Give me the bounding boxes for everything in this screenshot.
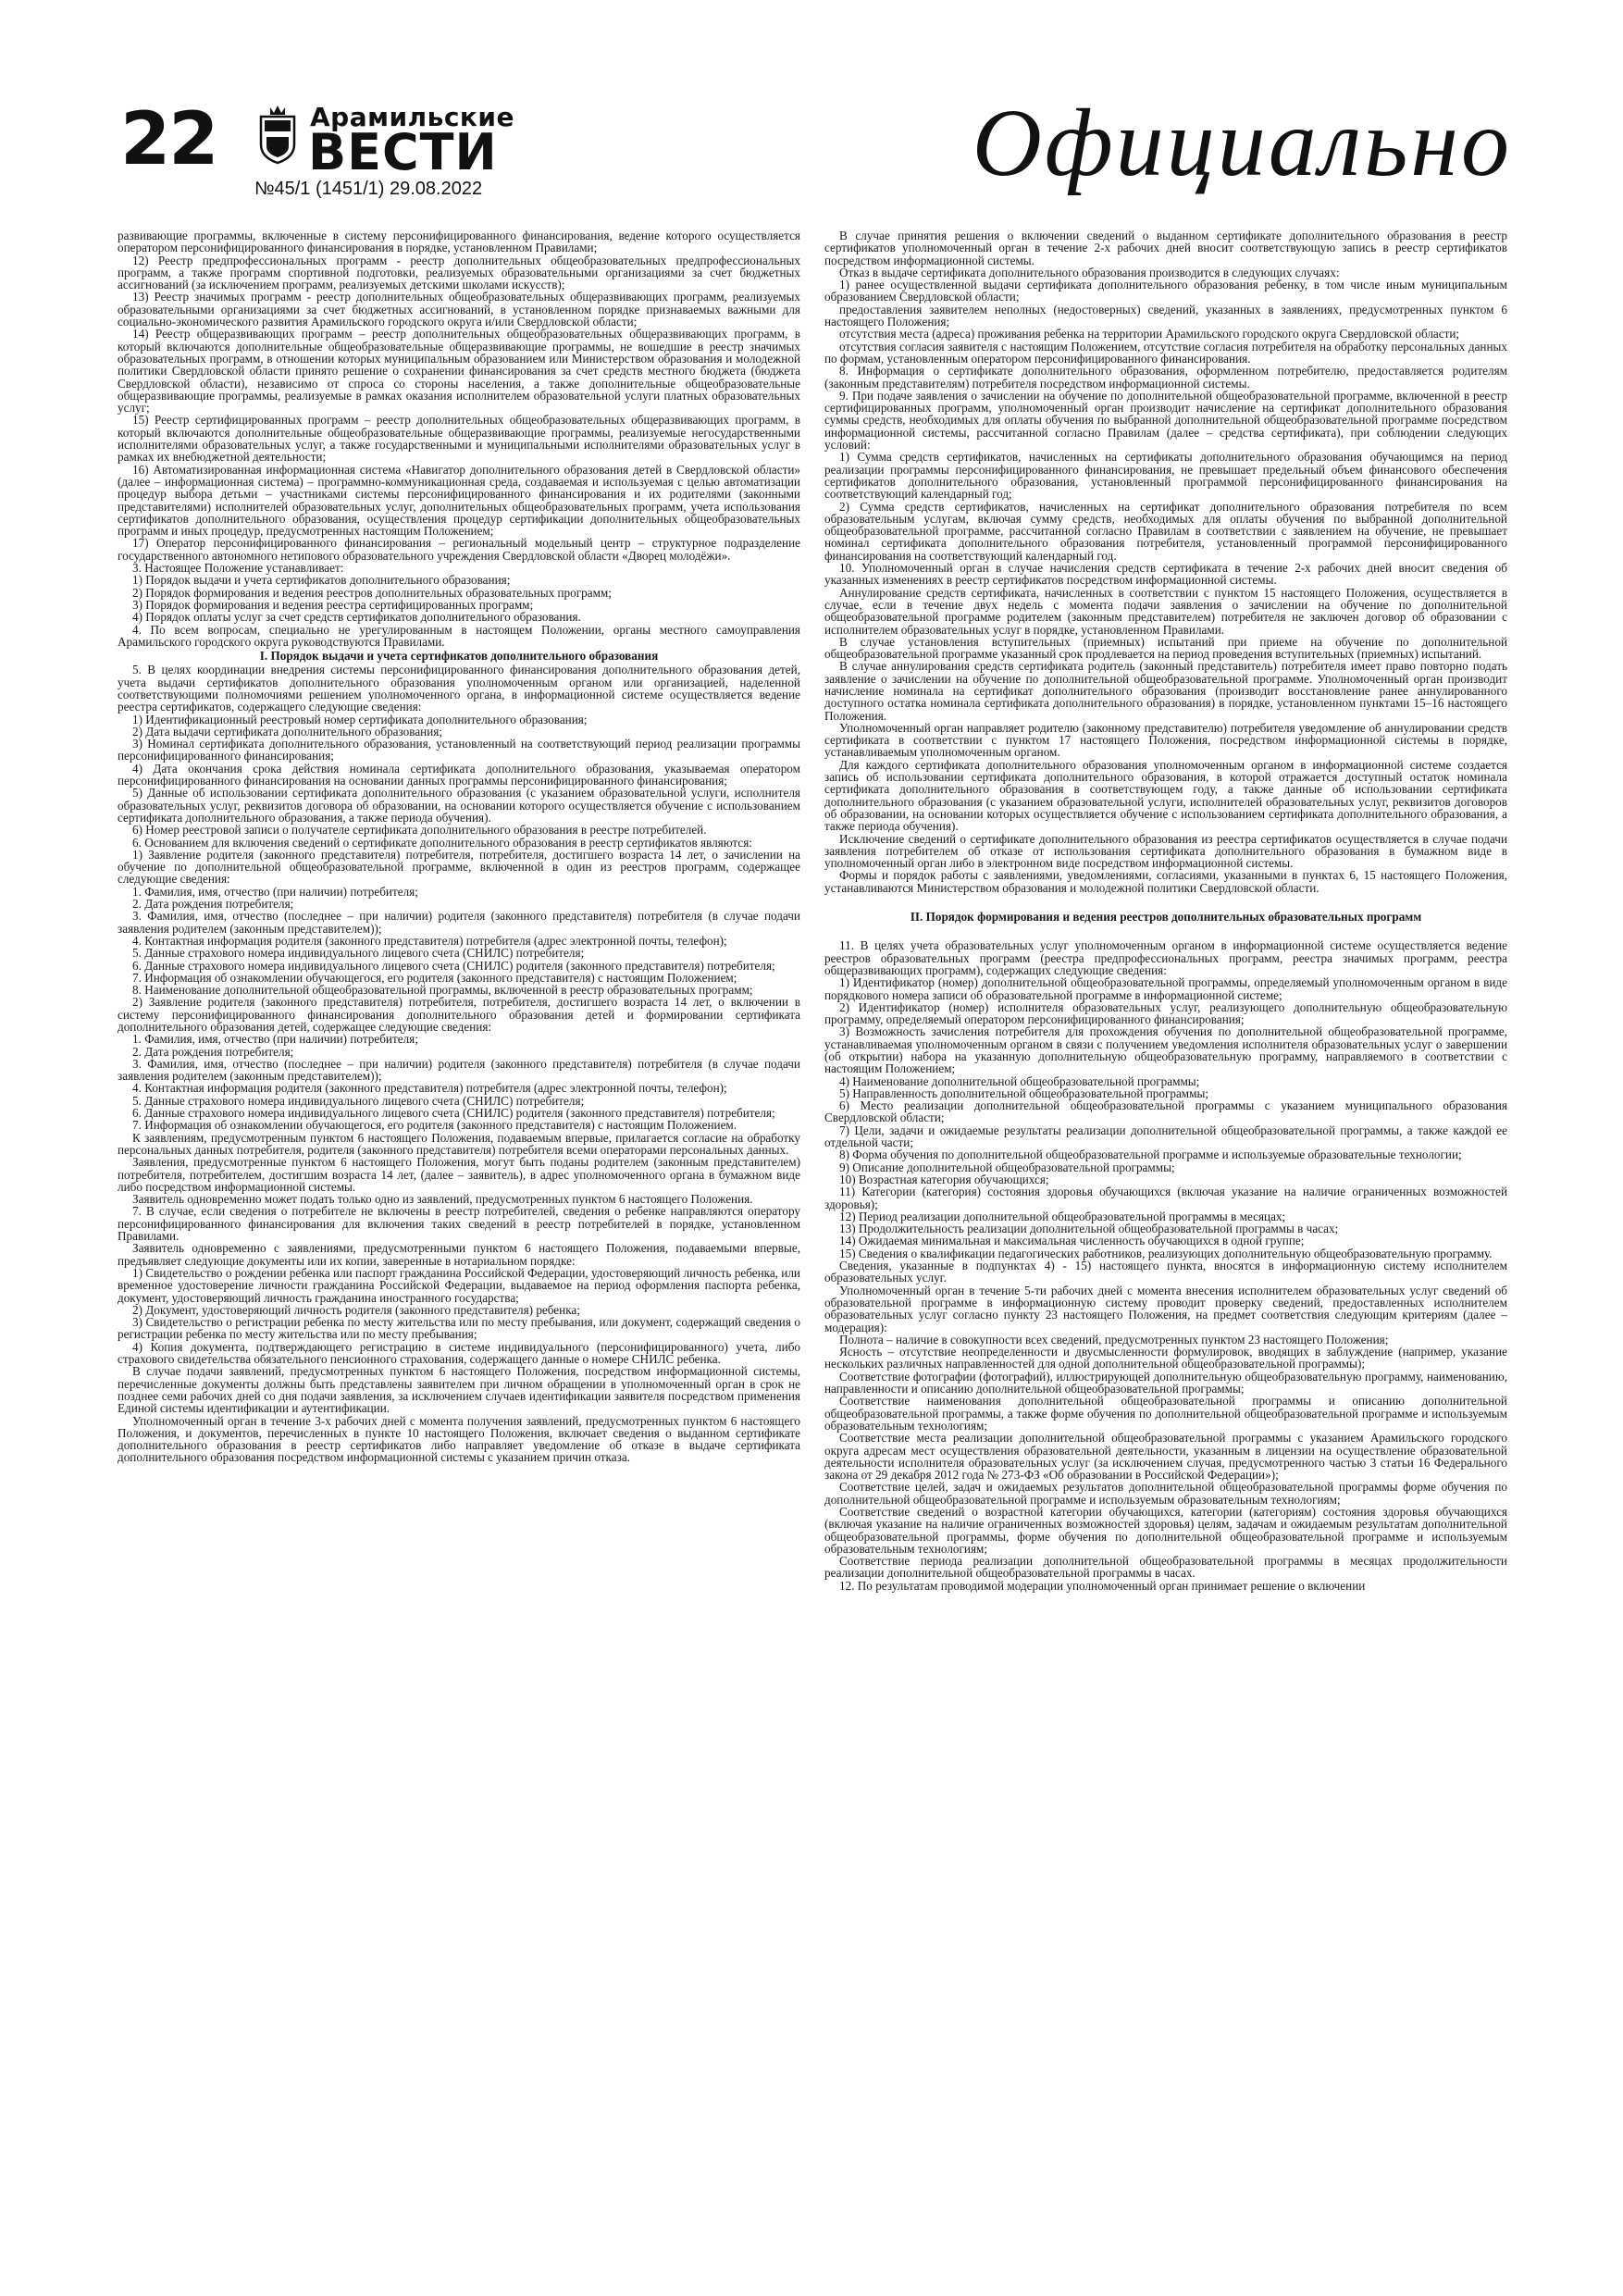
paragraph: 3) Порядок формирования и ведения реестра сертифицированных программ; — [132, 597, 534, 612]
paragraph: 10. Уполномоченный орган в случае начисления средств сертификата в течение 2-х рабочих дней вносит сведения об указанных изменениях в реестр сертификатов посредством информационной системы. — [824, 561, 1507, 588]
paragraph: 4. По всем вопросам, специально не урегулированным в настоящем Положении, органы местного самоуправления Арамильского городского округа руководствуются Правилами. — [118, 622, 800, 649]
paragraph: Соответствие сведений о возрастной категории обучающихся, категории (категориям) состояния здоровья обучающихся (включая указание на наличие ограниченных возможностей здоровья) целям, задачам и ожидаемым результатам дополнительной общеобразовательной программы, форме обучения по дополнительной общеобразовательной программе и используемым образовательным технологиям; — [824, 1504, 1507, 1556]
paragraph: 1) Заявление родителя (законного представителя) потребителя, потребителя, достигшего возраста 14 лет, о зачислении на обучение по дополнительной общеобразовательной программе, включенной в один из реестров программ, содержащее следующие сведения: — [118, 847, 800, 887]
paragraph: Заявитель одновременно с заявлениями, предусмотренными пунктом 6 настоящего Положения, подаваемыми впервые, предъявляет следующие документы или их копии, заверенные в нотариальном порядке: — [118, 1241, 800, 1268]
paragraph: 7) Цели, задачи и ожидаемые результаты реализации дополнительной общеобразовательной программы, а также каждой ее отдельной части; — [824, 1123, 1507, 1150]
paragraph: 1) Идентификационный реестровый номер сертификата дополнительного образования; — [132, 712, 588, 726]
paragraph: В случае аннулирования средств сертификата родитель (законный представитель) потребителя имеет право повторно подать заявление о зачислении на обучение по дополнительной общеобразовательной программе. Уполномоченный орган производит начисление номинала на сертификат дополнительного образования (производит восстановление ранее аннулированного доступного остатка номинала сертификата дополнительного образования) в порядке, установленном пунктами 15–16 настоящего Положения. — [824, 659, 1507, 723]
paragraph: 1) Идентификатор (номер) дополнительной общеобразовательной программы, определяемый уполномоченным органом в виде порядкового номера записи об образовательной программе в информационной системе; — [824, 975, 1507, 1002]
paragraph: 6) Место реализации дополнительной общеобразовательной программы с указанием муниципального образования Свердловской области; — [824, 1098, 1507, 1125]
paragraph: 2) Документ, удостоверяющий личность родителя (законного представителя) ребенка; — [132, 1302, 580, 1317]
paragraph: 10) Возрастная категория обучающихся; — [839, 1172, 1049, 1186]
paragraph: Соответствие фотографии (фотографий), иллюстрирующей дополнительную общеобразовательную программу, наименованию, направленности и описанию дополнительной общеобразовательной программы; — [824, 1369, 1507, 1396]
paragraph: 2) Порядок формирования и ведения реестров дополнительных образовательных программ; — [132, 585, 612, 600]
paragraph: 1. Фамилия, имя, отчество (при наличии) потребителя; — [132, 884, 418, 899]
paragraph: 12. По результатам проводимой модерации уполномоченный орган принимает решение о включении — [839, 1578, 1366, 1593]
paragraph: 3. Фамилия, имя, отчество (последнее – при наличии) родителя (законного представителя) потребителя (в случае подачи заявления родителем (законным представителем)); — [118, 1056, 800, 1084]
paragraph: развивающие программы, включенные в систему персонифицированного финансирования, ведение которого осуществляется оператором персонифицированного финансирования в порядке, установленном Правилами; — [118, 230, 800, 255]
paragraph: Заявления, предусмотренные пунктом 6 настоящего Положения, могут быть поданы родителем (законным представителем) потребителя, потребителем, достигшим возраста 14 лет, (далее – заявитель), в адрес уполномоченного органа в бумажном виде либо посредством информационной системы. — [118, 1155, 800, 1194]
paragraph: В случае принятия решения о включении сведений о выданном сертификате дополнительного образования в реестр сертификатов уполномоченный орган в течение 2-х рабочих дней вносит соответствующую запись в реестр сертификатов посредством информационной системы. — [824, 230, 1507, 267]
paragraph: 11. В целях учета образовательных услуг уполномоченным органом в информационной системе осуществляется ведение реестров образовательных программ (реестра предпрофессиональных программ, реестра значимых программ, реестра общеразвивающих программ), содержащих следующие сведения: — [824, 938, 1507, 977]
paragraph: Полнота – наличие в совокупности всех сведений, предусмотренных пунктом 23 настоящего Положения; — [839, 1332, 1389, 1347]
paragraph: Соответствие периода реализации дополнительной общеобразовательной программы в месяцах продолжительности реализации дополнительной общеобразовательной программы в часах. — [824, 1554, 1507, 1581]
paragraph: 1) Свидетельство о рождении ребенка или паспорт гражданина Российской Федерации, удостоверяющий личность ребенка, или временное удостоверение личности гражданина Российской Федерации, выдаваемое на период оформления паспорта ребенка, документ, удостоверяющий личность гражданина иностранного государства; — [118, 1265, 800, 1305]
paragraph: 6. Данные страхового номера индивидуального лицевого счета (СНИЛС) родителя (законного представителя) потребителя; — [132, 1106, 775, 1121]
paragraph: К заявлениям, предусмотренным пунктом 6 настоящего Положения, подаваемым впервые, прилагается согласие на обработку персональных данных потребителя, родителя (законного представителя) потребителя всеми операторами персональных данных. — [118, 1130, 800, 1157]
paragraph: 6. Основанием для включения сведений о сертификате дополнительного образования в реестр сертификатов являются: — [132, 835, 752, 850]
paragraph: 9. При подаче заявления о зачислении на обучение по дополнительной общеобразовательной программе, включенной в реестр сертифицированных программ, уполномоченный орган производит начисление на сертификат дополнительного образования суммы средств, необходимых для оплаты обучения по выбранной дополнительной общеобразовательной программе посредством информационной системы, рассчитанной согласно Правилам (далее – средства сертификата), при соблюдении следующих условий: — [824, 388, 1507, 453]
paragraph: Отказ в выдаче сертификата дополнительного образования производится в следующих случаях: — [839, 265, 1340, 279]
paragraph: 17) Оператор персонифицированного финансирования – региональный модельный центр – структурное подразделение государственного автономного нетипового образовательного учреждения Свердловской области «Дворец молодёжи». — [118, 536, 800, 563]
section-heading: II. Порядок формирования и ведения реестров дополнительных образовательных программ — [910, 910, 1422, 925]
paragraph: 2) Сумма средств сертификатов, начисленных на сертификат дополнительного образования потребителя по всем образовательным услугам, включая сумму средств, необходимых для оплаты обучения по выбранной дополнительной общеобразовательной программе, рассчитанной согласно Правилам в соответствии с заявлением на обучение, не превышает номинал сертификата дополнительного образования потребителя, установленный программой персонифицированного финансирования на соответствующий календарный год. — [824, 499, 1507, 563]
paragraph: 7. Информация об ознакомлении обучающегося, его родителя (законного представителя) с настоящим Положением; — [132, 970, 737, 985]
paragraph: Соответствие целей, задач и ожидаемых результатов дополнительной общеобразовательной программы форме обучения по дополнительной общеобразовательной программе и используемым образовательным технологиям; — [824, 1480, 1507, 1507]
paragraph: Формы и порядок работы с заявлениями, уведомлениями, согласиями, указанными в пунктах 6, 15 настоящего Положения, устанавливаются Министерством образования и молодежной политики Свердловской области. — [824, 868, 1507, 895]
paragraph: 3. Настоящее Положение устанавливает: — [132, 561, 344, 576]
paragraph: 8) Форма обучения по дополнительной общеобразовательной программе и используемые образовательные технологии; — [839, 1148, 1462, 1162]
paragraph: 13) Продолжительность реализации дополнительной общеобразовательной программы в часах; — [839, 1222, 1339, 1236]
paragraph: 5. Данные страхового номера индивидуального лицевого счета (СНИЛС) потребителя; — [132, 1093, 585, 1108]
paragraph: 2. Дата рождения потребителя; — [132, 897, 294, 912]
section-title: Официально — [972, 90, 1512, 196]
paragraph: 5. Данные страхового номера индивидуального лицевого счета (СНИЛС) потребителя; — [132, 946, 585, 961]
paragraph: 1. Фамилия, имя, отчество (при наличии) потребителя; — [132, 1032, 418, 1047]
section-heading: I. Порядок выдачи и учета сертификатов дополнительного образования — [259, 649, 659, 664]
paragraph: 4. Контактная информация родителя (законного представителя) потребителя (адрес электронной почты, телефон); — [132, 1081, 727, 1096]
paragraph: Сведения, указанные в подпунктах 4) - 15) настоящего пункта, вносятся в информационную систему исполнителем образовательных услуг. — [824, 1259, 1507, 1285]
paragraph: Ясность – отсутствие неопределенности и двусмысленности формулировок, вводящих в заблуждение (например, указание нескольких различных направленностей для одной дополнительной общеобразовательной программы); — [824, 1345, 1507, 1371]
paragraph: 15) Сведения о квалификации педагогических работников, реализующих дополнительную общеобразовательную программу. — [839, 1246, 1493, 1260]
paragraph: 15) Реестр сертифицированных программ – реестр дополнительных общеобразовательных общеразвивающих программ, в который включаются дополнительные общеобразовательные общеразвивающие программы, реализуемые негосударственными исполнителями образовательных услуг, а также государственными и муниципальными исполнителями образовательных услуг в рамках их внебюджетной деятельности; — [118, 413, 800, 465]
paragraph: В случае подачи заявлений, предусмотренных пунктом 6 настоящего Положения, посредством информационной системы, перечисленные документы должны быть представлены заявителем при личном обращении в уполномоченный орган в срок не позднее семи рабочих дней со дня подачи заявления, за исключением случаев идентификации заявителя посредством применения Единой системы идентификации и аутентификации. — [118, 1364, 800, 1416]
paragraph: 5) Направленность дополнительной общеобразовательной программы; — [839, 1086, 1209, 1100]
paragraph: предоставления заявителем неполных (недостоверных) сведений, указанных в заявлениях, предусмотренных пунктом 6 настоящего Положения; — [824, 302, 1507, 329]
paragraph: Для каждого сертификата дополнительного образования уполномоченным органом в информационной системе создается запись об использовании сертификата дополнительного образования, в которой отражается доступный остаток номинала сертификата дополнительного образования в соответствующем году, а также данные об использовании сертификата дополнительного образования (с указанием образовательной услуги, исполнителей образовательных услуг, реквизитов договоров об образовании, на основании которых осуществляется обучение с использованием сертификата дополнительного образования, а также периода обучения). — [824, 757, 1507, 834]
paragraph: Соответствие наименования дополнительной общеобразовательной программы и описанию дополнительной общеобразовательной программы, а также форме обучения по дополнительной общеобразовательной программе и используемым образовательным технологиям; — [824, 1394, 1507, 1433]
paragraph: 4) Порядок оплаты услуг за счет средств сертификатов дополнительного образования. — [132, 610, 581, 625]
page-number: 22 — [120, 98, 217, 181]
paragraph: 3. Фамилия, имя, отчество (последнее – при наличии) родителя (законного представителя) потребителя (в случае подачи заявления родителем (законным представителем)); — [118, 909, 800, 936]
paragraph: 4. Контактная информация родителя (законного представителя) потребителя (адрес электронной почты, телефон); — [132, 933, 727, 948]
paragraph: В случае установления вступительных (приемных) испытаний при приеме на обучение по дополнительной общеобразовательной программе указанный срок продлевается на период проведения вступительных (приемных) испытаний. — [824, 634, 1507, 662]
paragraph: 1) Порядок выдачи и учета сертификатов дополнительного образования; — [132, 573, 511, 588]
paragraph: Соответствие места реализации дополнительной общеобразовательной программы с указанием Арамильского городского округа адресам мест осуществления образовательной деятельности, указанным в лицензии на осуществление образовательной деятельности исполнителя образовательных услуг (за исключением случая, предусмотренного частью 3 статьи 16 Федерального закона от 29 декабря 2012 года № 273-ФЗ «Об образовании в Российской Федерации»); — [824, 1431, 1507, 1483]
paragraph: 12) Период реализации дополнительной общеобразовательной программы в месяцах; — [839, 1209, 1286, 1223]
paragraph: 5. В целях координации внедрения системы персонифицированного финансирования дополнительного образования детей, учета выдачи сертификатов дополнительного образования уполномоченным органом или организацией, наделенной соответствующими полномочиями решением уполномоченного органа, в информационной системе осуществляется ведение реестра сертификатов, содержащего следующие сведения: — [118, 663, 800, 714]
paragraph: Уполномоченный орган в течение 5-ти рабочих дней с момента внесения исполнителем образовательных услуг сведений об образовательной программе в информационную систему проводит проверку сведений, предоставленных исполнителем образовательных услуг согласно пункту 23 настоящего Положения, на предмет соответствия следующим критериям (далее – модерация): — [824, 1283, 1507, 1334]
paragraph: 11) Категории (категория) состояния здоровья обучающихся (включая указание на наличие ограниченных возможностей здоровья); — [824, 1185, 1507, 1211]
paragraph: Уполномоченный орган в течение 3-х рабочих дней с момента получения заявлений, предусмотренных пунктом 6 настоящего Положения, и документов, перечисленных в пункте 10 настоящего Положения, включает сведения о выданном сертификате дополнительного образования в реестр сертификатов либо направляет уведомление об отказе в выдаче сертификата дополнительного образования посредством информационной системы с указанием причин отказа. — [118, 1413, 800, 1465]
paragraph: 2) Идентификатор (номер) исполнителя образовательных услуг, реализующего дополнительную общеобразовательную программу, определяемый оператором персонифицированного финансирования; — [824, 999, 1507, 1027]
paragraph: 2) Заявление родителя (законного представителя) потребителя, потребителя, достигшего возраста 14 лет, о включении в систему персонифицированного финансирования дополнительного образования детей и формировании сертификата дополнительного образования детей, содержащее следующие сведения: — [118, 995, 800, 1034]
page-header — [0, 0, 1623, 231]
paragraph: 2) Дата выдачи сертификата дополнительного образования; — [132, 724, 443, 738]
paragraph: 16) Автоматизированная информационная система «Навигатор дополнительного образования детей в Свердловской области» (далее – информационная система) – программно-коммуникационная среда, создаваемая и используемая с целью автоматизации процедур выбора детьми – участниками системы персонифицированного финансирования и их родителями (законными представителями) исполнителей образовательных услуг, дополнительных общеобразовательных программ, учета использования сертификатов дополнительного образования, осуществления процедур сертификации дополнительных общеобразовательных программ и иных процедур, предусмотренных настоящим Положением; — [118, 462, 800, 539]
issue-info: №45/1 (1451/1) 29.08.2022 — [254, 179, 483, 199]
paragraph: Заявитель одновременно может подать только одно из заявлений, предусмотренных пунктом 6 настоящего Положения. — [132, 1192, 753, 1207]
paragraph: Аннулирование средств сертификата, начисленных в соответствии с пунктом 15 настоящего Положения, осуществляется в случае, если в течение двух недель с момента подачи заявления о зачислении на обучение по дополнительной общеобразовательной программе родителем (законным представителем) потребителя не заключен договор об образовании с исполнителем образовательных услуг в порядке, установленном Правилами. — [824, 585, 1507, 637]
paragraph: 4) Дата окончания срока действия номинала сертификата дополнительного образования, указываемая оператором персонифицированного финансирования на основании данных программы персонифицированного финансирования; — [118, 761, 800, 788]
paragraph: отсутствия согласия заявителя с настоящим Положением, отсутствие согласия потребителя на обработку персональных данных по формам, установленным оператором персонифицированного финансирования. — [824, 339, 1507, 366]
paragraph: 6) Номер реестровой записи о получателе сертификата дополнительного образования в реестре потребителей. — [132, 823, 707, 838]
paragraph: 9) Описание дополнительной общеобразовательной программы; — [839, 1160, 1175, 1174]
newspaper-name-top: Арамильские — [310, 102, 515, 132]
left-text-column — [118, 230, 800, 2261]
paragraph: 5) Данные об использовании сертификата дополнительного образования (с указанием образовательной услуги, исполнителя образовательных услуг, реквизитов договора об образовании, на основании которого осуществляется обучение с использованием сертификата дополнительного образования, а также периода обучения). — [118, 786, 800, 825]
paragraph: 7. В случае, если сведения о потребителе не включены в реестр потребителей, сведения о ребенке направляются оператору персонифицированного финансирования для включения таких сведений в реестр потребителей в порядке, установленном Правилами. — [118, 1204, 800, 1244]
paragraph: отсутствия места (адреса) проживания ребенка на территории Арамильского городского округа Свердловской области; — [839, 327, 1460, 341]
paragraph: 3) Свидетельство о регистрации ребенка по месту жительства или по месту пребывания, или документ, содержащий сведения о регистрации ребенка по месту жительства или по месту пребывания; — [118, 1315, 800, 1342]
paragraph: 14) Ожидаемая минимальная и максимальная численность обучающихся в одной группе; — [839, 1234, 1305, 1248]
paragraph: 6. Данные страхового номера индивидуального лицевого счета (СНИЛС) родителя (законного представителя) потребителя; — [132, 958, 775, 973]
newspaper-name-main: ВЕСТИ — [308, 123, 498, 181]
paragraph: 8. Наименование дополнительной общеобразовательной программы, включенной в реестр образовательных программ; — [132, 983, 753, 998]
paragraph: 12) Реестр предпрофессиональных программ - реестр дополнительных общеобразовательных предпрофессиональных программ, а также программ спортивной подготовки, реализуемых образовательными организациями за счет бюджетных ассигнований (за исключением программ, реализуемых детскими школами искусств); — [118, 253, 800, 292]
paragraph: Уполномоченный орган направляет родителю (законному представителю) потребителя уведомление об аннулировании средств сертификата в соответствии с пунктом 17 настоящего Положения, посредством информационной системы в порядке, устанавливаемым уполномоченным органом. — [824, 720, 1507, 760]
paragraph: 4) Наименование дополнительной общеобразовательной программы; — [839, 1074, 1200, 1088]
paragraph: 3) Возможность зачисления потребителя для прохождения обучения по дополнительной общеобразовательной программе, устанавливаемая уполномоченным органом в связи с получением уведомления исполнителя образовательных услуг о завершении (об открытии) набора на указанную дополнительную общеобразовательную программу, направляемого в соответствии с настоящим Положением; — [824, 1024, 1507, 1076]
right-text-column — [824, 230, 1507, 2261]
city-emblem-icon — [257, 104, 298, 165]
paragraph: 4) Копия документа, подтверждающего регистрацию в системе индивидуального (персонифицированного) учета, либо страхового свидетельства обязательного пенсионного страхования, содержащего данные о номере СНИЛС ребенка. — [118, 1339, 800, 1367]
paragraph: 13) Реестр значимых программ - реестр дополнительных общеобразовательных общеразвивающих программ, реализуемых образовательными организациями за счет бюджетных ассигнований, в установленном порядке признаваемых важными для социально-экономического развития Арамильского городского округа и/или Свердловской области; — [118, 290, 800, 329]
paragraph: 8. Информация о сертификате дополнительного образования, оформленном потребителю, предоставляется родителям (законным представителям) потребителя посредством информационной системы. — [824, 364, 1507, 391]
paragraph: 14) Реестр общеразвивающих программ – реестр дополнительных общеобразовательных общеразвивающих программ, в который включаются дополнительные общеобразовательные общеразвивающие программы, не вошедшие в реестр значимых образовательных программ, в отношении которых муниципальным образованием или Министерством образования и молодежной политики Свердловской области принято решение о сохранении финансирования за счет средств местного бюджета (бюджета Свердловской области), независимо от спроса со стороны населения, а также дополнительные общеобразовательные общеразвивающие программы, реализуемые в рамках оказания исполнителем образовательной услуги платных образовательных услуг; — [118, 327, 800, 416]
paragraph: 7. Информация об ознакомлении обучающегося, его родителя (законного представителя) с настоящим Положением. — [132, 1118, 737, 1133]
paragraph: 2. Дата рождения потребителя; — [132, 1044, 294, 1059]
paragraph: 3) Номинал сертификата дополнительного образования, установленный на соответствующий период реализации программы персонифицированного финансирования; — [118, 737, 800, 763]
paragraph: 1) Сумма средств сертификатов, начисленных на сертификаты дополнительного образования обучающимся на период реализации программы персонифицированного финансирования, не превышает предельный объем финансового обеспечения сертификатов дополнительного образования, установленный программой персонифицированного финансирования на соответствующий календарный год; — [824, 450, 1507, 502]
paragraph: 1) ранее осуществленной выдачи сертификата дополнительного образования ребенку, в том числе иным муниципальным образованием Свердловской области; — [824, 278, 1507, 304]
paragraph: Исключение сведений о сертификате дополнительного образования из реестра сертификатов осуществляется в случае подачи заявления потребителем об отказе от использования сертификата дополнительного образования в бумажном виде в уполномоченный орган либо в электронном виде посредством информационной системы. — [824, 831, 1507, 871]
